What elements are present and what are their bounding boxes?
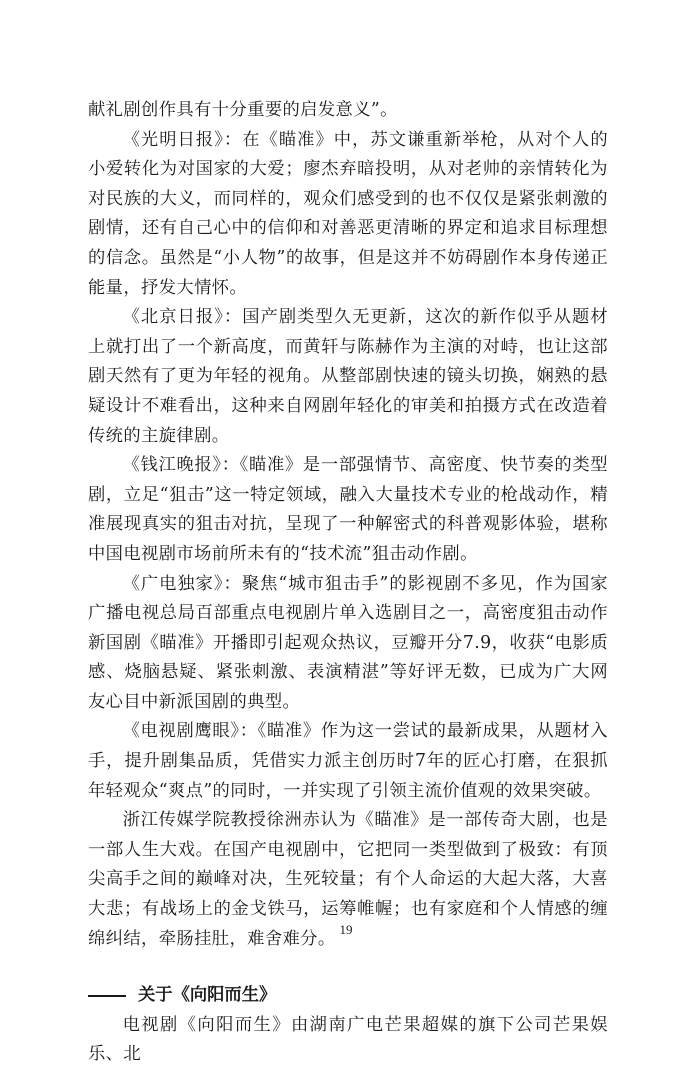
section-heading [88,981,608,1011]
paragraph-guangming-daily: 《光明日报》：在《瞄准》中，苏文谦重新举枪，从对个人的小爱转化为对国家的大爱；廖杰弃暗投明，从对老帅的亲情转化为对民族的大义，而同样的，观众们感受到的也不仅仅是紧张刺激的剧情，还有自己心中的信仰和对善恶更清晰的界定和追求目标理想的信念。虽然是“小人物”的故事，但是这并不妨碍剧作本身传递正能量，抒发大情怀。 [88,129,608,298]
paragraph-beijing-daily: 《北京日报》：国产剧类型久无更新，这次的新作似乎从题材上就打出了一个新高度，而黄轩与陈赫作为主演的对峙，也让这部剧天然有了更为年轻的视角。从整部剧快速的镜头切换，娴熟的悬疑设计不难看出，这种来自网剧年轻化的审美和拍摄方式在改造着传统的主旋律剧。 [88,307,608,446]
page-number: 19 [339,922,353,937]
paragraph-tv-eagle-eye: 《电视剧鹰眼》：《瞄准》作为这一尝试的最新成果，从题材入手，提升剧集品质，凭借实力派主创历时7年的匠心打磨，在狠抓年轻观众“爽点”的同时，一并实现了引领主流价值观的效果突破。 [88,721,608,801]
section-intro-paragraph: 电视剧《向阳而生》由湖南广电芒果超媒的旗下公司芒果娱乐、北 [88,1014,608,1065]
paragraph-qianjiang-evening: 《钱江晚报》：《瞄准》是一部强情节、高密度、快节奏的类型剧，立足“狙击”这一特定领域，融入大量技术专业的枪战动作，精准展现真实的狙击对抗，呈现了一种解密式的科普观影体验，堪称中国电视剧市场前所未有的“技术流”狙击动作剧。 [88,455,608,564]
paragraph-professor-comment: 浙江传媒学院教授徐洲赤认为《瞄准》是一部传奇大剧，也是一部人生大戏。在国产电视剧中，它把同一类型做到了极致：有顶尖高手之间的巅峰对决，生死较量；有个人命运的大起大落，大喜大悲；有战场上的金戈铁马，运筹帷幄；也有家庭和个人情感的缠绵纠结，牵肠挂肚，难舍难分。 [88,810,608,949]
section-heading-text: 关于《向阳而生》 [138,985,277,1006]
paragraph-continuation: 献礼剧创作具有十分重要的启发意义”。 [88,100,398,120]
heading-dash [88,995,126,997]
paragraph-guangdian-exclusive: 《广电独家》：聚焦“城市狙击手”的影视剧不多见，作为国家广播电视总局百部重点电视剧片单入选剧目之一，高密度狙击动作新国剧《瞄准》开播即引起观众热议，豆瓣开分7.9，收获“电影质感、烧脑悬疑、紧张刺激、表演精湛”等好评无数，已成为广大网友心目中新派国剧的典型。 [88,573,608,712]
